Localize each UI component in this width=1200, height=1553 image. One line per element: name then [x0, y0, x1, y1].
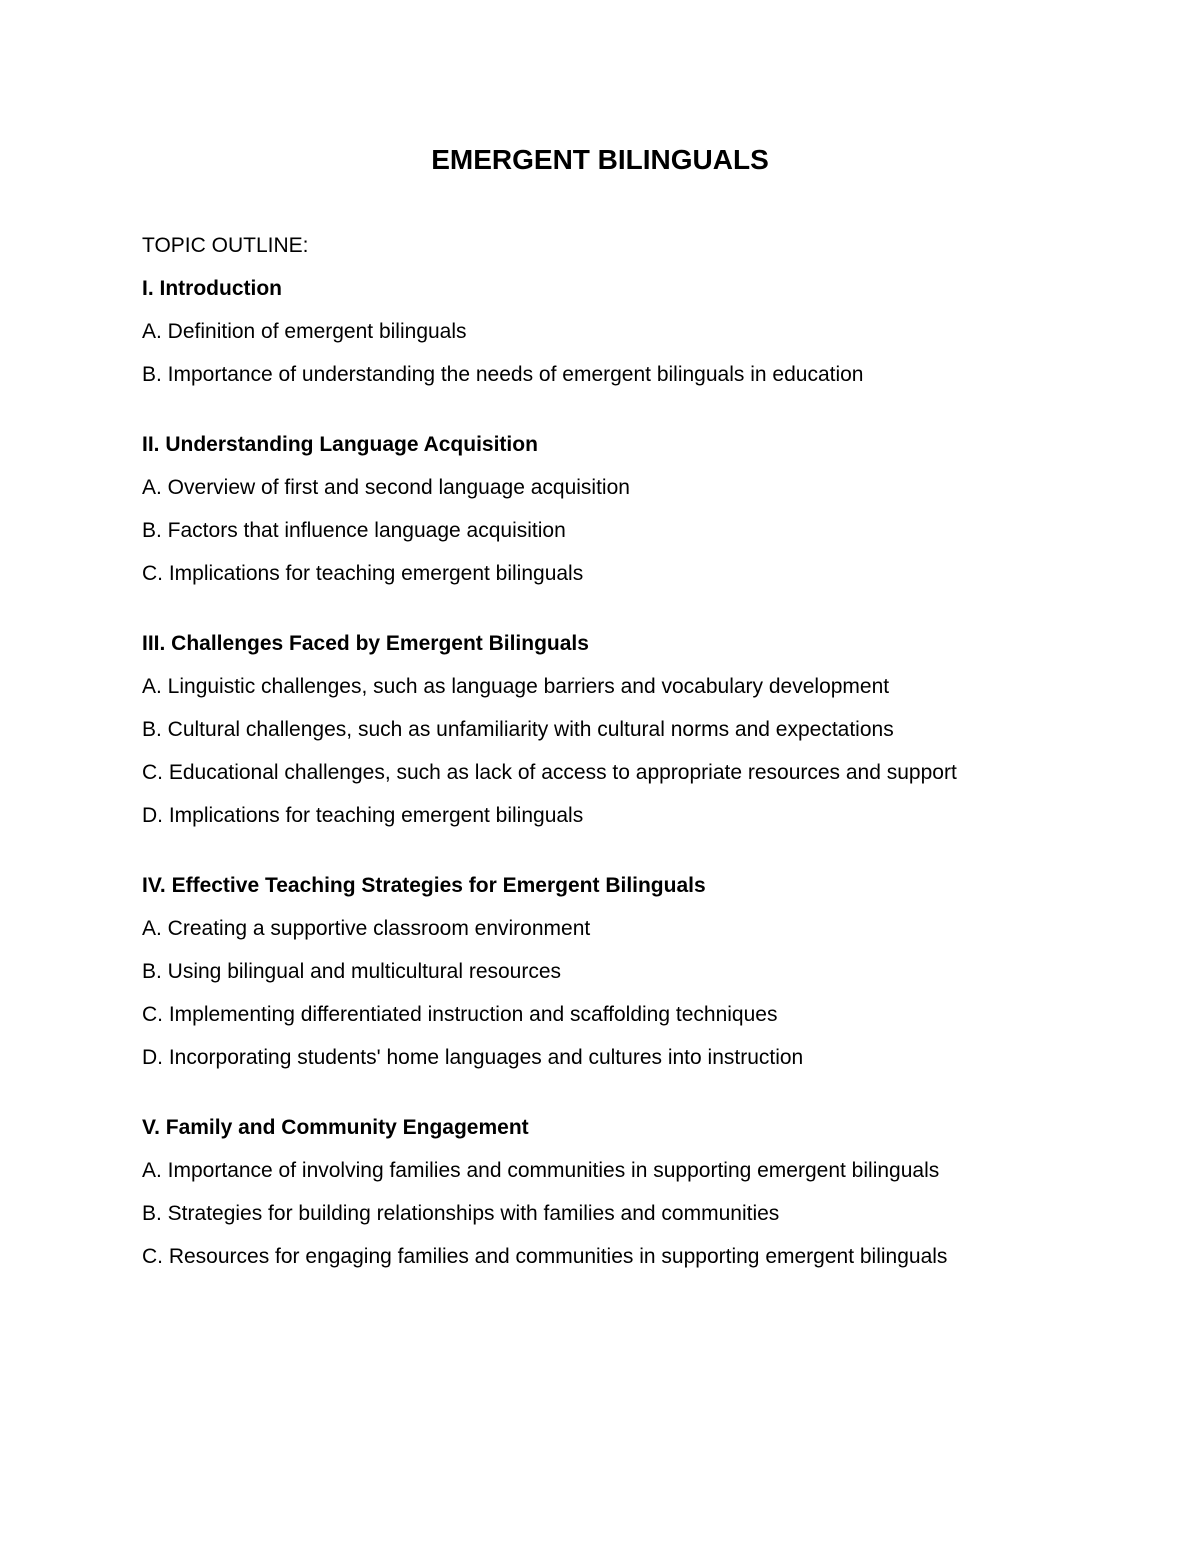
- outline-item: A. Creating a supportive classroom environment: [142, 917, 591, 940]
- outline-item: B. Using bilingual and multicultural resources: [142, 960, 562, 983]
- outline-section-3: [142, 630, 1080, 830]
- outline-item: B. Importance of understanding the needs of emergent bilinguals in education: [142, 363, 864, 386]
- outline-item: A. Definition of emergent bilinguals: [142, 320, 467, 343]
- outline-item: A. Linguistic challenges, such as language barriers and vocabulary development: [142, 675, 890, 698]
- outline-item: C. Implications for teaching emergent bilinguals: [142, 562, 584, 585]
- topic-outline-label: TOPIC OUTLINE:: [142, 234, 309, 257]
- outline-item: A. Overview of first and second language acquisition: [142, 476, 630, 499]
- section-heading: III. Challenges Faced by Emergent Bilinguals: [142, 632, 589, 655]
- outline-section-1: [142, 275, 1080, 389]
- section-heading: V. Family and Community Engagement: [142, 1116, 529, 1139]
- section-heading: I. Introduction: [142, 277, 282, 300]
- outline-section-2: [142, 431, 1080, 588]
- outline-item: C. Educational challenges, such as lack of access to appropriate resources and support: [142, 761, 957, 784]
- outline-item: B. Factors that influence language acquisition: [142, 519, 566, 542]
- document-title: EMERGENT BILINGUALS: [431, 144, 769, 175]
- outline-item: C. Resources for engaging families and communities in supporting emergent bilinguals: [142, 1245, 948, 1268]
- outline-item: B. Cultural challenges, such as unfamiliarity with cultural norms and expectations: [142, 718, 894, 741]
- outline-item: C. Implementing differentiated instruction and scaffolding techniques: [142, 1003, 778, 1026]
- outline-item: D. Incorporating students' home languages and cultures into instruction: [142, 1046, 804, 1069]
- outline-section-5: [142, 1114, 1080, 1271]
- section-heading: IV. Effective Teaching Strategies for Emergent Bilinguals: [142, 874, 706, 897]
- section-heading: II. Understanding Language Acquisition: [142, 433, 538, 456]
- outline-section-4: [142, 872, 1080, 1072]
- outline-item: A. Importance of involving families and communities in supporting emergent bilinguals: [142, 1159, 940, 1182]
- outline-item: B. Strategies for building relationships with families and communities: [142, 1202, 780, 1225]
- outline-item: D. Implications for teaching emergent bilinguals: [142, 804, 584, 827]
